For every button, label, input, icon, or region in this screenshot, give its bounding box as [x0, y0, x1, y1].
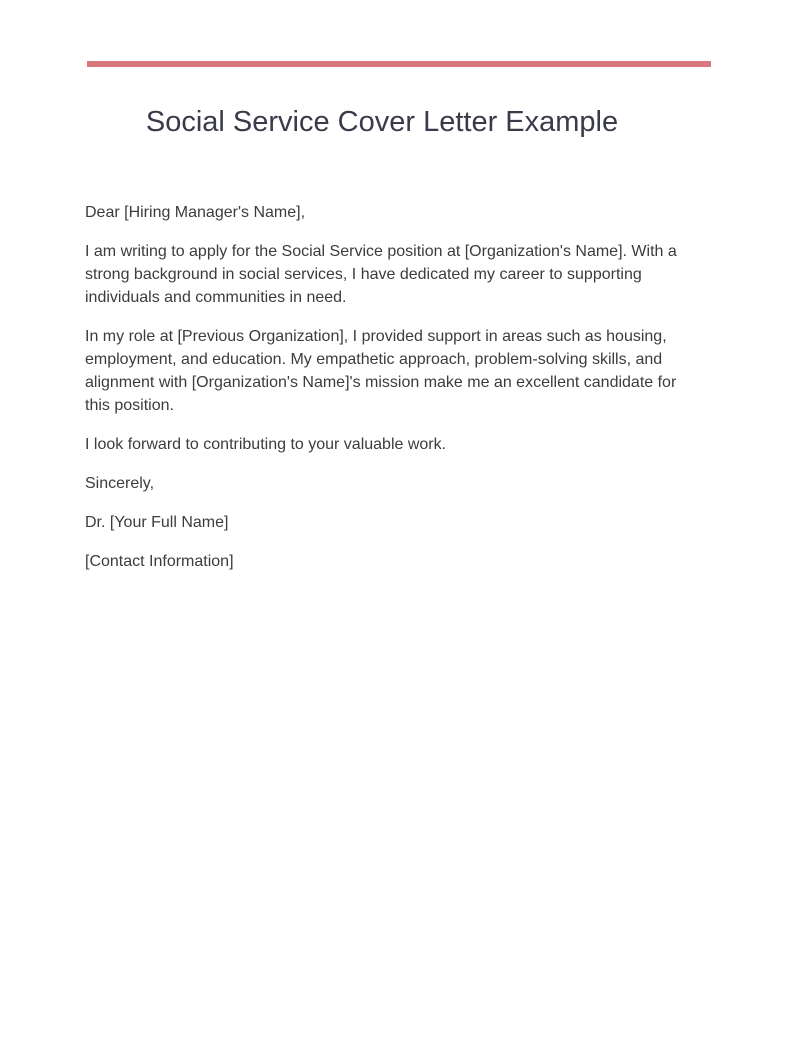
- signature-name: Dr. [Your Full Name]: [85, 514, 229, 531]
- letter-paragraph-closing: I look forward to contributing to your valuable work.: [85, 436, 447, 453]
- page-title: Social Service Cover Letter Example: [145, 106, 619, 138]
- contact-info: [Contact Information]: [85, 553, 234, 570]
- top-accent-rule: [87, 61, 711, 67]
- letter-body: [85, 201, 695, 589]
- letter-paragraph-experience: In my role at [Previous Organization], I provided support in areas such as housing, employment, and education. My empathetic approach, problem-solving skills, and alignment with [Organization's Name]'s mission make me an excellent candidate for this position.: [85, 328, 677, 414]
- salutation: Dear [Hiring Manager's Name],: [85, 204, 306, 221]
- letter-paragraph-intro: I am writing to apply for the Social Service position at [Organization's Name]. With a strong background in social services, I have dedicated my career to supporting individuals and communities in need.: [85, 243, 677, 306]
- closing: Sincerely,: [85, 475, 155, 492]
